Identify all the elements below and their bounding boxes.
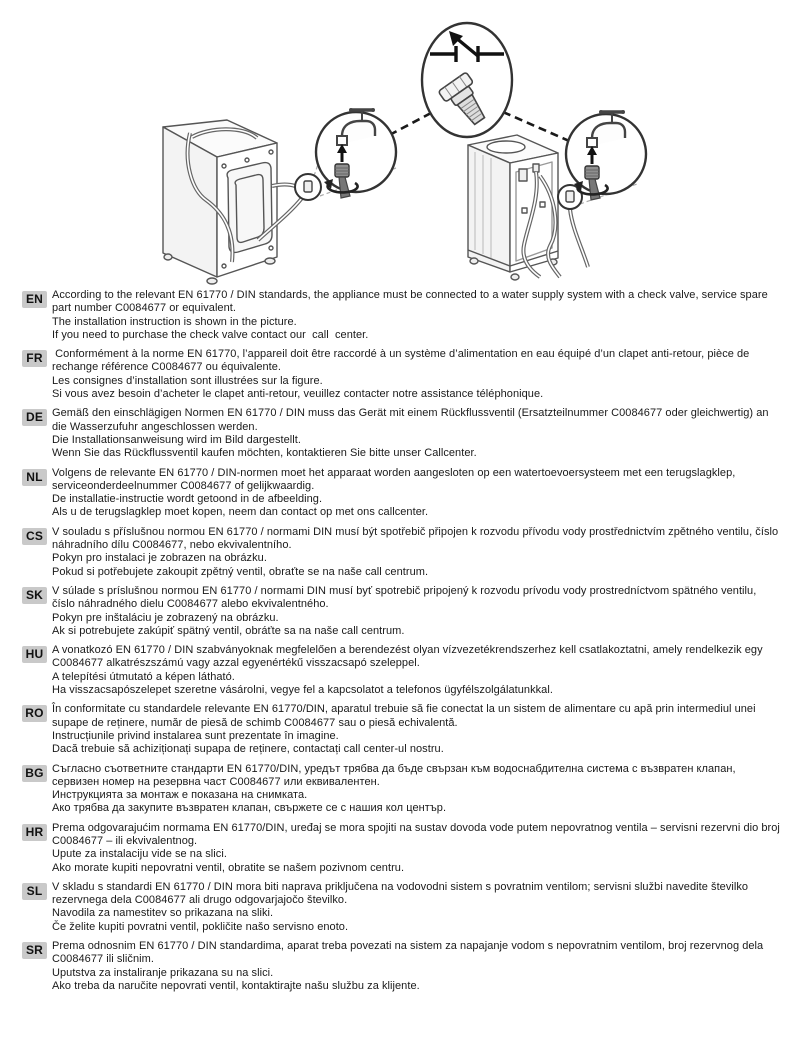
lang-section-nl [22, 467, 786, 520]
lang-badge-hu: HU [22, 646, 47, 663]
lang-section-sr [22, 940, 786, 993]
faucet-callout-right [566, 110, 646, 200]
lang-badge-ro: RO [22, 705, 47, 722]
installation-diagram-svg [0, 0, 802, 292]
text-line: A vonatkozó EN 61770 / DIN szabványoknak megfelelően a berendezést olyan vízvezetékrendszerhez kell csatlakoztatni, amely rendelkezik egy C0084677 alkatrészszámú vagy azzal egyenértékű visszacsapó szeleppel. [52, 644, 766, 670]
lang-badge-sl: SL [22, 883, 47, 900]
installation-diagram [0, 0, 802, 292]
text-line: Gemäß den einschlägigen Normen EN 61770 / DIN muss das Gerät mit einem Rückflussventil (Ersatzteilnummer C0084677 oder gleichwertig) an die Wasserzufuhr angeschlossen werden. [52, 407, 772, 433]
text-line: Pokyn pre inštaláciu je zobrazený na obrázku. [52, 611, 279, 624]
text-line: The installation instruction is shown in the picture. [52, 315, 297, 328]
lang-section-de [22, 407, 786, 460]
lang-section-ro [22, 703, 786, 756]
lang-badge-fr: FR [22, 350, 47, 367]
lang-badge-bg: BG [22, 765, 47, 782]
lang-section-fr [22, 348, 786, 401]
lang-section-sk [22, 585, 786, 638]
lang-section-sl [22, 881, 786, 934]
lang-badge-en: EN [22, 291, 47, 308]
text-line: V souladu s příslušnou normou EN 61770 / normami DIN musí být spotřebič připojen k rozvodu přívodu vody prostřednictvím zpětného ventilu, číslo náhradního dílu C0084677, nebo ekvivalentního. [52, 525, 782, 552]
text-line: V súlade s príslušnou normou EN 61770 / normami DIN musí byť spotrebič pripojený k rozvodu prívodu vody prostredníctvom spätného ventilu, číslo náhradného dielu C0084677 alebo ekvivalentného. [52, 584, 760, 611]
text-line: Upute za instalaciju vide se na slici. [52, 848, 227, 861]
text-line: Ak si potrebujete zakúpiť spätný ventil, obráťte sa na naše call centrum. [52, 624, 405, 637]
text-line: Prema odnosnim EN 61770 / DIN standardima, aparat treba povezati na sistem za napajanje vodom s nepovratnim ventilom, broj rezervnog dela C0084677 ili sličnim. [52, 940, 767, 966]
text-line: Als u de terugslagklep moet kopen, neem dan contact op met ons callcenter. [52, 506, 429, 519]
lang-section-en [22, 289, 786, 342]
text-line: V skladu s standardi EN 61770 / DIN mora biti naprava priključena na vodovodni sistem s povratnim ventilom; servisni službi navedite številko rezervnega dela C0084677 ali drugo odgovarjajočo številko. [52, 880, 752, 907]
text-line: De installatie-instructie wordt getoond in de afbeelding. [52, 493, 323, 506]
text-line: Conformément à la norme EN 61770, l’appareil doit être raccordé à un système d’alimentation en eau équipé d’un clapet anti-retour, pièce de rechange référence C0084677 ou équivalente. [52, 348, 753, 374]
text-line: According to the relevant EN 61770 / DIN standards, the appliance must be connected to a water supply system with a check valve, service spare part number C0084677 or equivalent. [52, 289, 771, 315]
lang-badge-sr: SR [22, 942, 47, 959]
lang-badge-hr: HR [22, 824, 47, 841]
text-line: Wenn Sie das Rückflussventil kaufen möchten, kontaktieren Sie bitte unser Callcenter. [52, 447, 477, 460]
text-line: Die Installationsanweisung wird im Bild dargestellt. [52, 433, 301, 446]
hose-connector-callout-left [295, 174, 321, 200]
lang-badge-cs: CS [22, 528, 47, 545]
text-line: Съгласно съответните стандарти EN 61770/DIN, уредът трябва да бъде свързан към водоснабдителна система с възвратен клапан, сервизен номер на резервна част C0084677 или еквивалентен. [52, 762, 739, 788]
text-line: În conformitate cu standardele relevante EN 61770/DIN, aparatul trebuie să fie conectat la un sistem de alimentare cu apă prin intermediul unei supape de reținere, număr de piesă de schimb C0084677 sau o piesă echivalentă. [52, 703, 759, 729]
text-line: Les consignes d’installation sont illustrées sur la figure. [52, 374, 323, 387]
text-line: Ако трябва да закупите възвратен клапан, свържете се с нашия кол център. [52, 802, 447, 815]
lang-badge-nl: NL [22, 469, 47, 486]
text-line: Si vous avez besoin d’acheter le clapet anti-retour, veuillez contacter notre assistance téléphonique. [52, 388, 544, 401]
text-line: If you need to purchase the check valve contact our call center. [52, 328, 369, 341]
text-line: Pokud si potřebujete zakoupit zpětný ventil, obraťte se na naše call centrum. [52, 565, 429, 578]
text-line: Volgens de relevante EN 61770 / DIN-normen moet het apparaat worden aangesloten op een watertoevoersysteem met een terugslagklep, serviceonderdeelnummer C0084677 of gelijkwaardig. [52, 466, 739, 492]
text-line: Instrucțiunile privind instalarea sunt prezentate în imagine. [52, 729, 339, 742]
text-line: Dacă trebuie să achiziționați supapa de reținere, contactați call center-ul nostru. [52, 743, 444, 756]
text-line: Če želite kupiti povratni ventil, pokličite našo servisno enoto. [52, 920, 349, 933]
lang-section-cs [22, 526, 786, 579]
lang-badge-de: DE [22, 409, 47, 426]
text-line: Pokyn pro instalaci je zobrazen na obrázku. [52, 552, 267, 565]
text-line: Ako treba da naručite nepovrati ventil, kontaktirajte našu službu za klijente. [52, 979, 420, 992]
text-line: Ha visszacsapószelepet szeretne vásárolni, vegye fel a kapcsolatot a telefonos ügyfélszolgálatunkkal. [52, 684, 553, 697]
check-valve-ellipse-callout [422, 23, 512, 137]
text-line: Ako morate kupiti nepovratni ventil, obratite se našem pozivnom centru. [52, 861, 405, 874]
text-line: Prema odgovarajućim normama EN 61770/DIN, uređaj se mora spojiti na sustav dovoda vode putem nepovratnog ventila – servisni rezervni dio broj C0084677 – ili ekvivalentnog. [52, 821, 784, 847]
text-line: Инструкцията за монтаж е показана на снимката. [52, 789, 308, 802]
washer-front-load-illustration [163, 120, 302, 284]
text-line: A telepítési útmutató a képen látható. [52, 670, 235, 683]
lang-section-hr [22, 822, 786, 875]
text-line: Navodila za namestitev so prikazana na sliki. [52, 907, 274, 920]
lang-badge-sk: SK [22, 587, 47, 604]
text-line: Uputstva za instaliranje prikazana su na slici. [52, 966, 274, 979]
lang-section-bg [22, 763, 786, 816]
lang-section-hu [22, 644, 786, 697]
hose-fitting-icon [566, 191, 574, 202]
language-sections [22, 289, 786, 999]
faucet-callout-left [316, 108, 396, 198]
hose-fitting-icon [304, 181, 312, 192]
